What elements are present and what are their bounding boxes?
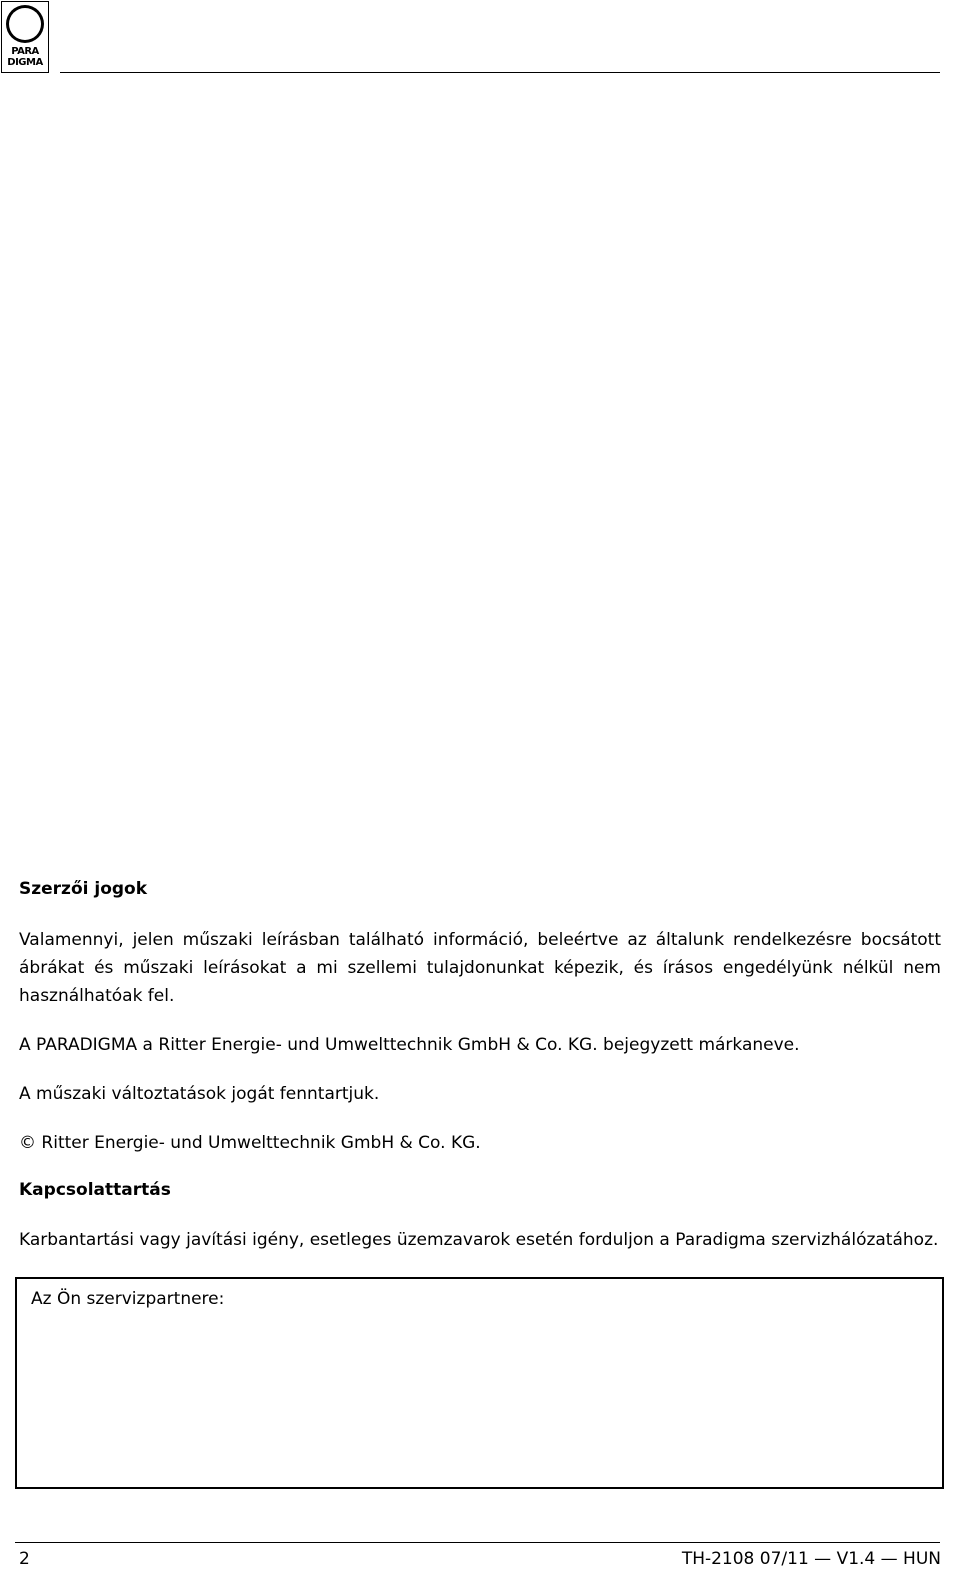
service-partner-label: Az Ön szervizpartnere: [31,1289,225,1309]
footer-rule [15,1542,940,1543]
document-code: TH-2108 07/11 — V1.4 — HUN [681,1549,941,1569]
paradigma-logo [1,1,49,73]
contact-paragraph: Karbantartási vagy javítási igény, esetleges üzemzavarok esetén forduljon a Paradigma szervizhálózatához. [19,1230,939,1250]
logo-text-line1: PARA [11,46,39,57]
copyright-title: Szerzői jogok [19,879,148,899]
contact-title: Kapcsolattartás [19,1180,171,1200]
header-rule [60,72,940,73]
technical-changes-paragraph: A műszaki változtatások jogát fenntartjuk. [19,1084,380,1104]
trademark-paragraph: A PARADIGMA a Ritter Energie- und Umwelttechnik GmbH & Co. KG. bejegyzett márkaneve. [19,1035,800,1055]
copyright-notice: © Ritter Energie- und Umwelttechnik GmbH & Co. KG. [19,1133,481,1153]
copyright-paragraph: Valamennyi, jelen műszaki leírásban található információ, beleértve az általunk rendelkezésre bocsátott ábrákat és műszaki leírásokat a mi szellemi tulajdonunkat képezik, és írásos engedélyünk nélkül nem használhatóak fel. [19,930,941,1006]
service-partner-box [15,1277,944,1489]
logo-text-line2: DIGMA [7,57,43,68]
page-number: 2 [19,1549,30,1569]
